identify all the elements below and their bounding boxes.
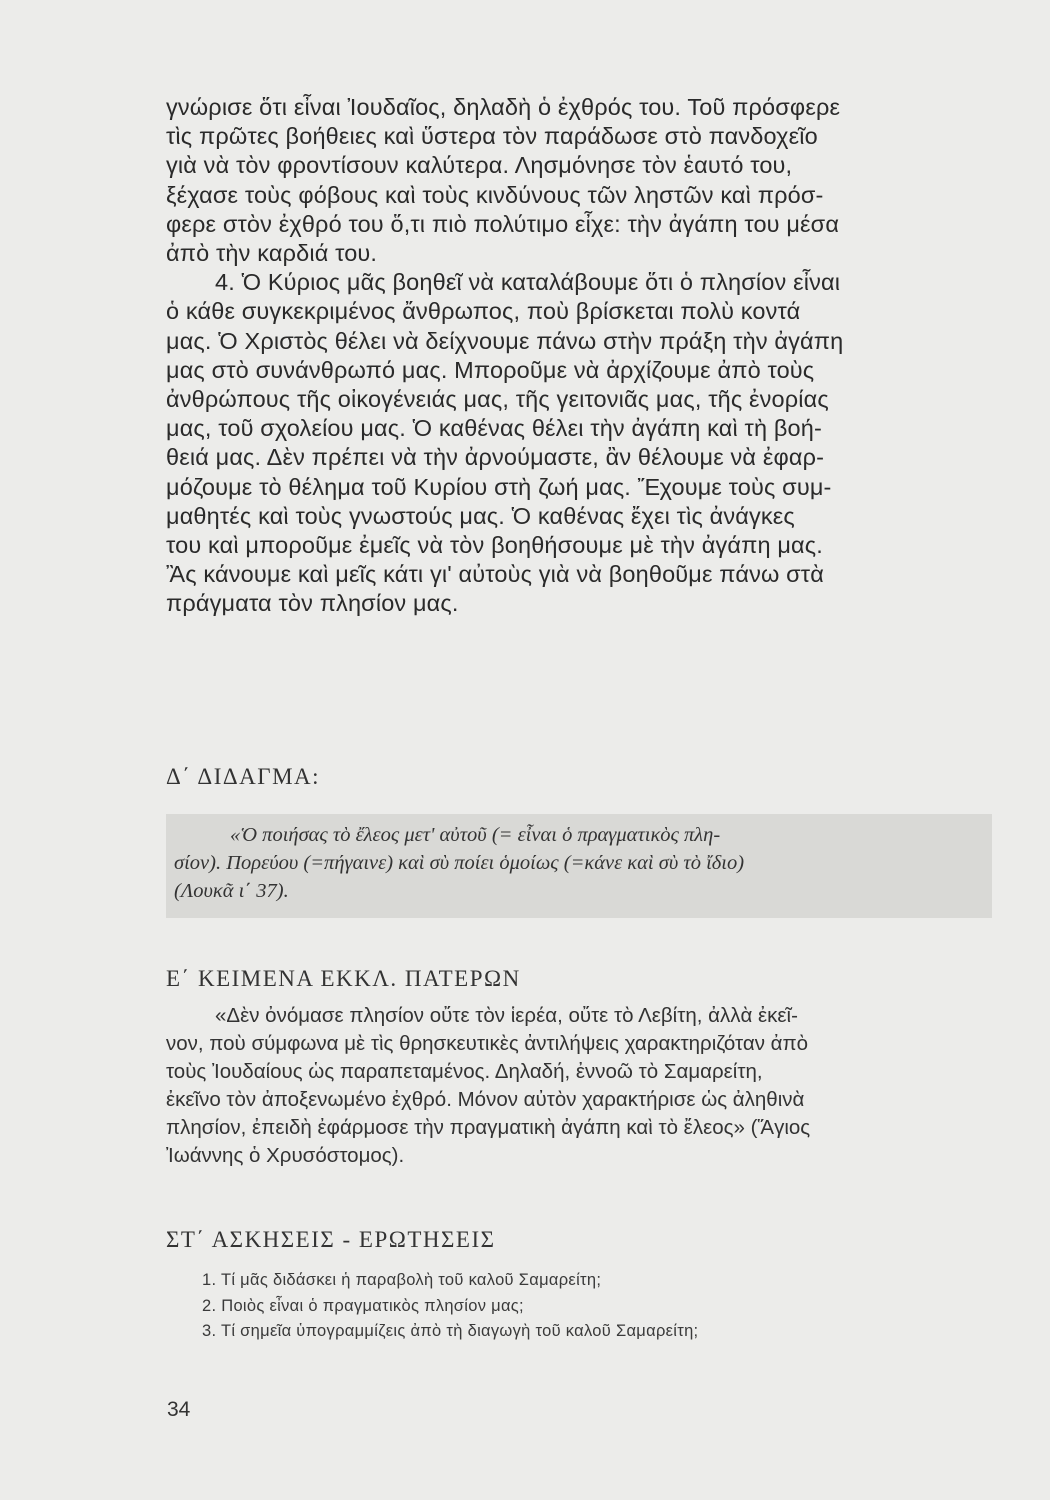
page-number: 34 <box>167 1398 191 1421</box>
fathers-line: «Δὲν ὀνόμασε πλησίον οὔτε τὸν ἱερέα, οὔτε τὸ Λεβίτη, ἀλλὰ ἐκεῖ- <box>215 1004 798 1027</box>
main-text <box>166 93 996 619</box>
question-item: 2. Ποιὸς εἶναι ὁ πραγματικὸς πλησίον μας; <box>202 1296 524 1315</box>
quote-line: σίον). Πορεύου (=πήγαινε) καὶ σὺ ποίει ὁμοίως (=κάνε καὶ σὺ τὸ ἴδιο) <box>174 852 745 874</box>
section-heading-didagma: Δ΄ ΔΙΔΑΓΜΑ: <box>166 764 321 789</box>
text-line: του καὶ μποροῦμε ἐμεῖς νὰ τὸν βοηθήσουμε μὲ τὴν ἀγάπη μας. <box>166 532 823 559</box>
text-line: τὶς πρῶτες βοήθειες καὶ ὕστερα τὸν παράδωσε στὸ πανδοχεῖο <box>166 123 818 150</box>
text-line: μας, τοῦ σχολείου μας. Ὁ καθένας θέλει τὴν ἀγάπη καὶ τὴ βοή- <box>166 415 822 442</box>
text-line: ξέχασε τοὺς φόβους καὶ τοὺς κινδύνους τῶν ληστῶν καὶ πρόσ- <box>166 181 824 208</box>
text-line: ἀπὸ τὴν καρδιά του. <box>166 240 378 267</box>
text-line: πράγματα τὸν πλησίον μας. <box>166 590 459 617</box>
quote-line: «Ὁ ποιήσας τὸ ἔλεος μετ' αὐτοῦ (= εἶναι ὁ πραγματικὸς πλη- <box>230 824 721 846</box>
text-line: φερε στὸν ἐχθρό του ὅ,τι πιὸ πολύτιμο εἶχε: τὴν ἀγάπη του μέσα <box>166 210 840 237</box>
text-line: γιὰ νὰ τὸν φροντίσουν καλύτερα. Λησμόνησε τὸν ἑαυτό του, <box>166 152 793 179</box>
section-heading-exercises: ΣΤ΄ ΑΣΚΗΣΕΙΣ - ΕΡΩΤΗΣΕΙΣ <box>166 1227 496 1252</box>
text-line: ἀνθρώπους τῆς οἰκογένειάς μας, τῆς γειτονιᾶς μας, τῆς ἐνορίας <box>166 386 829 413</box>
fathers-line: πλησίον, ἐπειδὴ ἐφάρμοσε τὴν πραγματικὴ ἀγάπη καὶ τὸ ἔλεος» (Ἅγιος <box>166 1116 811 1139</box>
quote-line: (Λουκᾶ ι΄ 37). <box>174 880 289 902</box>
question-item: 1. Τί μᾶς διδάσκει ἡ παραβολὴ τοῦ καλοῦ Σαμαρείτη; <box>202 1271 602 1289</box>
question-item: 3. Τί σημεῖα ὑπογραμμίζεις ἀπὸ τὴ διαγωγὴ τοῦ καλοῦ Σαμαρείτη; <box>202 1322 699 1340</box>
fathers-line: τοὺς Ἰουδαίους ὡς παραπεταμένος. Δηλαδή, ἐννοῶ τὸ Σαμαρείτη, <box>166 1060 763 1083</box>
text-line: 4. Ὁ Κύριος μᾶς βοηθεῖ νὰ καταλάβουμε ὅτι ὁ πλησίον εἶναι <box>215 269 841 296</box>
section-heading-fathers: Ε΄ ΚΕΙΜΕΝΑ ΕΚΚΛ. ΠΑΤΕΡΩΝ <box>166 966 521 991</box>
text-line: μας στὸ συνάνθρωπό μας. Μποροῦμε νὰ ἀρχίζουμε ἀπὸ τοὺς <box>166 356 815 383</box>
text-line: μας. Ὁ Χριστὸς θέλει νὰ δείχνουμε πάνω στὴν πράξη τὴν ἀγάπη <box>166 327 844 354</box>
text-line: θειά μας. Δὲν πρέπει νὰ τὴν ἀρνούμαστε, ἂν θέλουμε νὰ ἐφαρ- <box>166 444 825 471</box>
text-line: μαθητές καὶ τοὺς γνωστούς μας. Ὁ καθένας ἔχει τὶς ἀνάγκες <box>166 502 795 529</box>
questions-list <box>202 1268 698 1345</box>
text-line: μόζουμε τὸ θέλημα τοῦ Κυρίου στὴ ζωή μας. Ἔχουμε τοὺς συμ- <box>166 473 832 500</box>
didagma-quote <box>174 821 974 905</box>
fathers-line: Ἰωάννης ὁ Χρυσόστομος). <box>166 1144 405 1167</box>
fathers-line: νον, ποὺ σύμφωνα μὲ τὶς θρησκευτικὲς ἀντιλήψεις χαρακτηριζόταν ἀπὸ <box>166 1032 809 1055</box>
text-line: ὁ κάθε συγκεκριμένος ἄνθρωπος, ποὺ βρίσκεται πολὺ κοντά <box>166 298 801 325</box>
text-line: Ἂς κάνουμε καὶ μεῖς κάτι γι' αὐτοὺς γιὰ νὰ βοηθοῦμε πάνω στὰ <box>166 561 824 588</box>
fathers-line: ἐκεῖνο τὸν ἀποξενωμένο ἐχθρό. Μόνον αὐτὸν χαρακτήρισε ὡς ἀληθινὰ <box>166 1088 805 1111</box>
fathers-text <box>166 1002 996 1170</box>
text-line: γνώρισε ὅτι εἶναι Ἰουδαῖος, δηλαδὴ ὁ ἐχθρός του. Τοῦ πρόσφερε <box>166 94 841 120</box>
